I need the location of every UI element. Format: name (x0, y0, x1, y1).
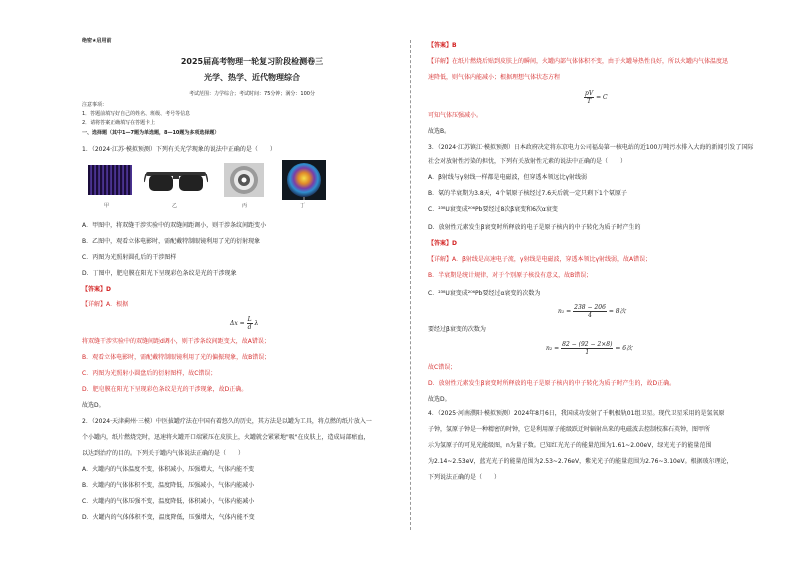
paper-subtitle: 光学、热学、近代物理综合 (204, 73, 300, 82)
circular-diffraction-image (224, 163, 264, 197)
question-stem: 1．（2024·江苏·模拟预测）下列有关光学现象的说法中正确的是（ ） (82, 146, 276, 153)
analysis-line: D．放射性元素发生β衰变时所释放的电子是原子核内的中子转化为质子时产生的，故D正确。 (428, 380, 676, 387)
formula-gas-law (584, 90, 608, 105)
figure-caption: 丁 (300, 203, 306, 209)
option: A．β射线与γ射线一样都是电磁波，但穿透本领远比γ射线弱 (428, 174, 588, 181)
formula-fraction (584, 90, 594, 105)
formula-fringe-spacing (230, 316, 258, 331)
formula-lhs: n₂ = (546, 345, 560, 352)
analysis-line: 故C错误； (428, 364, 457, 371)
conclusion-line: 可知气体压强减小。 (428, 112, 483, 119)
analysis-line: D．肥皂膜在阳光下呈现彩色条纹是光的干涉现象，故D正确。 (82, 386, 248, 393)
notes-heading: 注意事项： (82, 102, 108, 108)
formula-numerator: 238 − 206 (574, 304, 606, 311)
formula-numerator: L (247, 316, 252, 323)
question-stem: 下列说法正确的是（ ） (428, 474, 501, 481)
detail-line: 【详解】在纸片燃烧后贴到皮肤上的瞬间，火罐内部气体体积不变，由于火罐导热性良好，所以火罐内气体温度迅 (428, 58, 729, 65)
analysis-line: C．²³⁸U衰变成²⁰⁶Pb要经过α衰变的次数为 (428, 290, 541, 297)
option: C．丙图为光照射圆孔后的干涉图样 (82, 254, 177, 261)
note-item: 2．请将答案正确填写在答题卡上 (82, 120, 156, 126)
formula-fraction (573, 304, 607, 319)
formula-fraction (561, 341, 613, 356)
choose-line: 故选B。 (428, 128, 451, 135)
analysis-line: C．丙图为光照射小圆盘后的衍射图样，故C错误； (82, 370, 217, 377)
option: D．火罐内的气体体积不变，温度降低，压强增大，气体内能不变 (82, 514, 255, 521)
formula-denominator: 1 (585, 349, 590, 356)
option: D．放射性元素发生β衰变时所释放的电子是原子核内的中子转化为质子时产生的 (428, 224, 641, 231)
figure-caption: 丙 (242, 203, 248, 209)
figure-caption: 乙 (172, 203, 178, 209)
option: A．甲图中，将双缝干涉实验中的双缝间距调小，则干涉条纹间距变小 (82, 222, 267, 229)
analysis-line: 将双缝干涉实验中的双缝间距d调小，则干涉条纹间距变大，故A错误； (82, 338, 270, 345)
formula-denominator: d (247, 324, 252, 331)
option: A．火罐内的气体温度不变，体积减小，压强增大，气体内能不变 (82, 466, 255, 473)
question-stem: 示为氢原子的可见光能级图，n为量子数。已知红光光子的能量范围为1.61~2.00eV，绿光光子的能量范围 (428, 442, 712, 449)
formula-numerator: 82 − (92 − 2×8) (562, 341, 613, 348)
analysis-line: B．观看立体电影时，需配戴特制眼镜利用了光的偏振现象，故B错误； (82, 354, 271, 361)
choose-line: 故选D。 (428, 396, 451, 403)
formula-lhs: n₁ = (558, 308, 572, 315)
formula-denominator: T (587, 98, 592, 105)
question-stem: 4．（2025·河南濮阳·模拟预测）2024年8月6日，我国成功发射了千帆极轨01组卫星。现代卫星采用的是氢氧原 (428, 410, 725, 417)
note-item: 1．答题前填写好自己的姓名、班级、考号等信息 (82, 111, 191, 117)
option: B．氡的半衰期为3.8天，4个氡原子核经过7.6天后就一定只剩下1个氡原子 (428, 190, 627, 197)
question-stem: 为2.14~2.53eV，蓝光光子的能量范围为2.53~2.76eV，紫光光子的能量范围为2.76~3.10eV。根据玻尔理论， (428, 458, 733, 465)
option: B．乙图中，观看立体电影时，需配戴特制眼镜利用了光的衍射现象 (82, 238, 261, 245)
analysis-line: B．半衰期是统计规律，对于个别原子核没有意义，故B错误； (428, 272, 593, 279)
detail-line: 速降低，则气体内能减小；根据理想气体状态方程 (428, 74, 561, 81)
question-stem: 以达到治疗的目的。下列关于罐内气体说法正确的是（ ） (82, 450, 245, 457)
formula-lhs: Δx = (230, 320, 245, 327)
formula-numerator: pV (585, 90, 594, 97)
option: D．丁图中，肥皂膜在阳光下呈现彩色条纹是光的干涉现象 (82, 270, 237, 277)
formula-rhs: = 6次 (615, 345, 633, 352)
question-stem: 社会对放射性污染的担忧，下列有关放射性元素的说法中正确的是（ ） (428, 158, 627, 165)
detail-label: 【详解】A．根据 (82, 301, 129, 308)
soap-film-image (282, 160, 326, 200)
formula-denominator: 4 (588, 312, 592, 319)
double-slit-fringes-image (88, 165, 132, 195)
paper-title: 2025届高考物理一轮复习阶段检测卷三 (180, 57, 324, 66)
formula-rhs: = C (596, 94, 608, 101)
option: B．火罐内的气体体积不变，温度降低，压强减小，气体内能减小 (82, 482, 255, 489)
option: C．²³⁸U衰变成²⁰⁶Pb要经过8次β衰变和6次α衰变 (428, 206, 558, 213)
question-stem: 2．（2024·天津蓟州·三模）中医拔罐疗法在中国有着悠久的历史，其方法是以罐为工具，将点燃的纸片放入一 (82, 418, 372, 425)
option: C．火罐内的气体压强不变，温度降低，体积减小，气体内能减小 (82, 498, 255, 505)
formula-alpha-count (558, 304, 626, 319)
question-stem: 3．（2024·江苏镇江·模拟预测）日本政府决定将东京电力公司福岛第一核电站的近100万吨污水排入大海的新闻引发了国际 (428, 144, 754, 151)
question-stem: 个小罐内，纸片燃烧完时，迅速将火罐开口端紧压在皮肤上，火罐就会紧紧地"吸"在皮肤上，造成局部瘀血， (82, 434, 370, 441)
answer-label: 【答案】D (82, 286, 111, 293)
3d-glasses-image (144, 166, 208, 196)
choose-line: 故选D。 (82, 402, 105, 409)
formula-rhs: = 8次 (608, 308, 626, 315)
exam-info: 考试范围：力学综合；考试时间：75分钟；满分：100分 (189, 91, 315, 97)
answer-label: 【答案】B (428, 42, 457, 49)
formula-beta-count (546, 341, 632, 356)
question-stem: 子钟，氢原子钟是一种精密的时钟，它是利用原子能级跃迁时辐射出来的电磁波去控制校准石英钟，图甲所 (428, 426, 711, 433)
section-heading: 一、选择题（其中1—7题为单选题，8—10题为多项选择题） (82, 130, 220, 136)
figure-caption: 甲 (104, 203, 110, 209)
confidential-mark: 绝密★启用前 (82, 38, 112, 44)
analysis-line: 【详解】A．β射线是高速电子流，γ射线是电磁波，穿透本领比γ射线弱，故A错误； (428, 256, 652, 263)
column-divider (410, 40, 411, 530)
analysis-line: 要经过β衰变的次数为 (428, 326, 486, 333)
formula-rhs: λ (254, 320, 259, 327)
answer-label: 【答案】D (428, 240, 457, 247)
formula-fraction (247, 316, 253, 331)
